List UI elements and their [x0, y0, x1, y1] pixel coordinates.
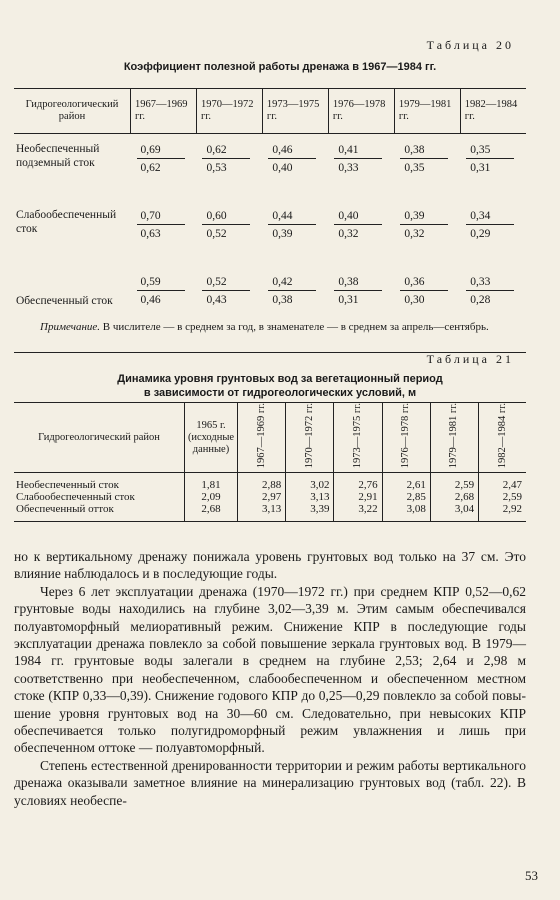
table20	[14, 88, 526, 353]
fraction-cell: 0,42 0,38	[268, 274, 316, 307]
fraction-cell: 0,59 0,46	[137, 274, 185, 307]
table21-cell: 2,91	[334, 491, 382, 503]
table20-region: Необеспеченный подземный сток	[16, 143, 100, 169]
table20-note	[40, 320, 510, 335]
paragraph: Степень естественной дренированности территории и режим работы вертикального дренажа оказывали заметное влияние на минерализацию грунтовых вод (табл. 22). В условиях необеспе-	[14, 757, 526, 808]
page-number: 53	[525, 868, 538, 883]
table20-header-period: 1976—1978 гг.	[328, 89, 394, 134]
table21	[14, 402, 526, 522]
table21-cell: 2,59	[430, 473, 478, 492]
fraction-cell: 0,44 0,39	[268, 208, 316, 241]
table21-cell: 2,88	[238, 473, 286, 492]
table21-header-baseline: 1965 г. (исходные данные)	[185, 403, 238, 473]
table21-cell: 2,61	[382, 473, 430, 492]
fraction-cell: 0,36 0,30	[400, 274, 448, 307]
fraction-cell: 0,34 0,29	[466, 208, 514, 241]
table21-header-region: Гидрогеологический район	[14, 403, 185, 473]
table20-header-period: 1979—1981 гг.	[394, 89, 460, 134]
table20-title: Коэффициент полезной работы дренажа в 1967—1984 гг.	[123, 61, 437, 73]
fraction-cell: 0,41 0,33	[334, 142, 382, 175]
table-row	[14, 473, 526, 492]
table20-region: Слабообеспеченный сток	[16, 209, 117, 235]
table21-cell: 2,47	[479, 473, 526, 492]
table21-header-period: 1973—1975 гг.	[334, 403, 382, 473]
table-row	[14, 503, 526, 522]
fraction-cell: 0,62 0,53	[202, 142, 250, 175]
fraction-cell: 0,60 0,52	[202, 208, 250, 241]
table21-cell: 3,13	[286, 491, 334, 503]
table21-region: Обеспеченный отток	[14, 503, 185, 522]
table21-cell: 3,08	[382, 503, 430, 522]
table21-region: Необеспеченный сток	[16, 479, 119, 492]
table20-header-row	[14, 89, 526, 134]
table21-header-period: 1982—1984 гг.	[479, 403, 526, 473]
table-row	[14, 491, 526, 503]
fraction-cell: 0,38 0,35	[400, 142, 448, 175]
fraction-cell: 0,39 0,32	[400, 208, 448, 241]
paragraph: но к вертикальному дренажу понижала уровень грунтовых вод только на 37 см. Это влияние наблюдалось и в последующие годы.	[14, 549, 526, 582]
table-row	[14, 200, 526, 266]
table21-cell: 3,04	[430, 503, 478, 522]
table21-header-period: 1967—1969 гг.	[238, 403, 286, 473]
fraction-cell: 0,35 0,31	[466, 142, 514, 175]
table21-cell: 2,68	[185, 503, 238, 522]
table21-cell: 2,85	[382, 491, 430, 503]
paragraph: Через 6 лет эксплуатации дренажа (1970—1972 гг.) при среднем КПР 0,52—0,62 грунтовые воды находились на глубине 3,02—3,39 м. Этим самым обеспечивался полуавтоморфный мелиоративный режим. Снижение КПР в последующие годы эксплуатации дренажа повлекло за собой повышение зеркала грунтовых вод. В 1979—1984 гг. грунтовые воды залегали в среднем на глубине 2,53; 2,64 и 2,98 м соответственно при необеспеченном, слабообеспеченном и обеспеченном местном стоке (КПР 0,33—0,39). Снижение годового КПР до 0,25—0,29 повлекло за собой повышение уровня грунтовых вод на 30—60 см. Следовательно, при невысоких КПР обеспечивается только полугидроморфный режим увлажнения и лишь при обеспеченном оттоке — полуавтоморфный.	[14, 583, 526, 756]
body-text	[14, 548, 526, 809]
fraction-cell: 0,69 0,62	[137, 142, 185, 175]
fraction-cell: 0,70 0,63	[137, 208, 185, 241]
table20-region: Обеспеченный сток	[14, 266, 131, 353]
table21-label: Таблица 21	[426, 352, 514, 366]
table21-header-period: 1970—1972 гг.	[286, 403, 334, 473]
fraction-cell: 0,40 0,32	[334, 208, 382, 241]
note-text: В числителе — в среднем за год, в знаменателе — в среднем за апрель—сентябрь.	[100, 321, 489, 333]
table21-cell: 1,81	[185, 473, 238, 492]
table21-cell: 2,92	[479, 503, 526, 522]
table21-header-period: 1976—1978 гг.	[382, 403, 430, 473]
table20-label: Таблица 20	[426, 38, 514, 52]
table21-cell: 2,76	[334, 473, 382, 492]
table21-cell: 2,68	[430, 491, 478, 503]
note-label: Примечание.	[40, 321, 101, 333]
fraction-cell: 0,33 0,28	[466, 274, 514, 307]
table-row	[14, 266, 526, 353]
fraction-cell: 0,38 0,31	[334, 274, 382, 307]
table21-cell: 2,59	[479, 491, 526, 503]
table20-header-period: 1967—1969 гг.	[131, 89, 197, 134]
table21-title: Динамика уровня грунтовых вод за вегетационный период в зависимости от гидрогеологических условий, м	[117, 373, 443, 399]
table20-header-period: 1982—1984 гг.	[460, 89, 526, 134]
table21-cell: 3,02	[286, 473, 334, 492]
table20-header-period: 1973—1975 гг.	[262, 89, 328, 134]
table21-cell: 3,13	[238, 503, 286, 522]
table21-cell: 3,39	[286, 503, 334, 522]
fraction-cell: 0,52 0,43	[202, 274, 250, 307]
table21-cell: 2,09	[185, 491, 238, 503]
table21-cell: 2,97	[238, 491, 286, 503]
table21-header-period: 1979—1981 гг.	[430, 403, 478, 473]
table21-header-row	[14, 403, 526, 473]
fraction-cell: 0,46 0,40	[268, 142, 316, 175]
table21-region: Слабообеспеченный сток	[16, 491, 135, 504]
table20-header-period: 1970—1972 гг.	[196, 89, 262, 134]
table20-header-region: Гидрогеологический район	[14, 89, 131, 134]
table21-cell: 3,22	[334, 503, 382, 522]
table-row	[14, 134, 526, 201]
